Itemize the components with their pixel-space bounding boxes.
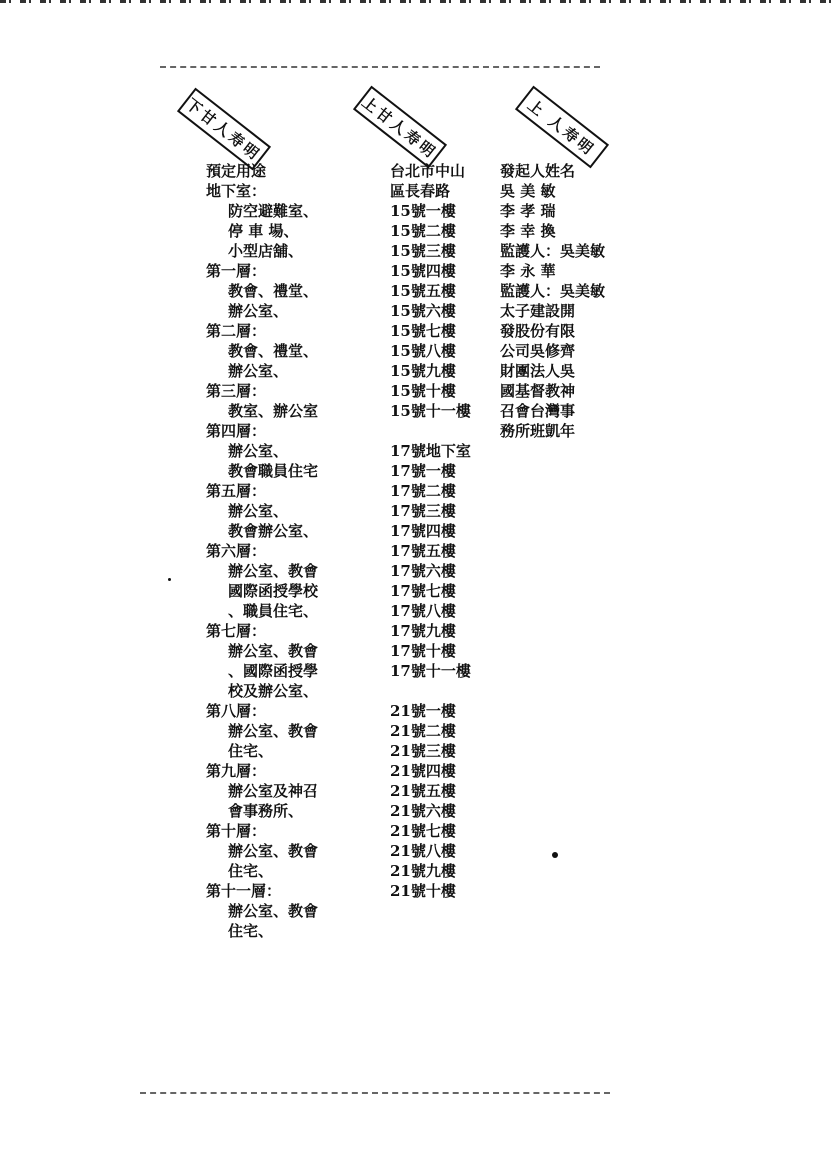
sponsor-item: 監護人：吳美敏 bbox=[500, 242, 606, 260]
floor-heading: 預定用途 bbox=[206, 162, 267, 180]
usage-item: 住宅、 bbox=[228, 862, 274, 880]
address-item: 17號一樓 bbox=[390, 462, 456, 480]
floor-heading: 第六層： bbox=[206, 542, 267, 560]
usage-item: 辦公室、 bbox=[228, 302, 289, 320]
address-item: 15號十一樓 bbox=[390, 402, 471, 420]
address-item: 21號九樓 bbox=[390, 862, 456, 880]
address-item: 台北市中山 bbox=[390, 162, 466, 180]
address-gap bbox=[390, 681, 490, 701]
floor-heading: 地下室： bbox=[206, 182, 267, 200]
address-item: 17號四樓 bbox=[390, 522, 456, 540]
address-item: 15號八樓 bbox=[390, 342, 456, 360]
stamp-3: 上 人寿明 bbox=[515, 86, 609, 169]
stamp-2: 上甘人寿明 bbox=[353, 86, 447, 169]
address-item: 21號三樓 bbox=[390, 742, 456, 760]
floor-heading: 第四層： bbox=[206, 422, 267, 440]
address-item: 17號五樓 bbox=[390, 542, 456, 560]
usage-item: 辦公室、教會 bbox=[228, 842, 319, 860]
address-item: 17號八樓 bbox=[390, 602, 456, 620]
ink-speck bbox=[552, 852, 558, 858]
address-item: 21號二樓 bbox=[390, 722, 456, 740]
address-item: 17號六樓 bbox=[390, 562, 456, 580]
floor-heading: 第八層： bbox=[206, 702, 267, 720]
address-item: 21號六樓 bbox=[390, 802, 456, 820]
usage-item: 校及辦公室、 bbox=[228, 682, 319, 700]
sponsor-item: 公司吳修齊 bbox=[500, 342, 576, 360]
usage-item: 辦公室、教會 bbox=[228, 562, 319, 580]
usage-item: 、國際函授學 bbox=[228, 662, 319, 680]
usage-item: 防空避難室、 bbox=[228, 202, 319, 220]
usage-item: 教會辦公室、 bbox=[228, 522, 319, 540]
sponsor-item: 召會台灣事 bbox=[500, 402, 576, 420]
sponsor-item: 國基督教神 bbox=[500, 382, 576, 400]
top-rule bbox=[160, 66, 600, 68]
floor-heading: 第一層： bbox=[206, 262, 267, 280]
sponsor-item: 發起人姓名 bbox=[500, 162, 576, 180]
sponsor-item: 李 孝 瑞 bbox=[500, 202, 556, 220]
floor-heading: 第十層： bbox=[206, 822, 267, 840]
sponsor-item: 發股份有限 bbox=[500, 322, 576, 340]
usage-item: 教會、禮堂、 bbox=[228, 342, 319, 360]
address-item: 21號五樓 bbox=[390, 782, 456, 800]
usage-item: 國際函授學校 bbox=[228, 582, 319, 600]
sponsor-column bbox=[500, 161, 630, 441]
address-item: 15號九樓 bbox=[390, 362, 456, 380]
address-item: 17號九樓 bbox=[390, 622, 456, 640]
address-gap bbox=[390, 421, 490, 441]
usage-item: 教會、禮堂、 bbox=[228, 282, 319, 300]
usage-column bbox=[200, 161, 350, 941]
bottom-rule bbox=[140, 1092, 610, 1094]
address-item: 21號十樓 bbox=[390, 882, 456, 900]
floor-heading: 第三層： bbox=[206, 382, 267, 400]
address-item: 17號地下室 bbox=[390, 442, 471, 460]
floor-heading: 第二層： bbox=[206, 322, 267, 340]
usage-item: 辦公室、 bbox=[228, 442, 289, 460]
usage-item: 辦公室、 bbox=[228, 502, 289, 520]
address-item: 15號十樓 bbox=[390, 382, 456, 400]
usage-item: 住宅、 bbox=[228, 742, 274, 760]
floor-heading: 第九層： bbox=[206, 762, 267, 780]
sponsor-item: 務所班凱年 bbox=[500, 422, 576, 440]
sponsor-item: 李 幸 換 bbox=[500, 222, 556, 240]
address-item: 17號十樓 bbox=[390, 642, 456, 660]
usage-item: 、職員住宅、 bbox=[228, 602, 319, 620]
usage-item: 住宅、 bbox=[228, 922, 274, 940]
address-item: 15號三樓 bbox=[390, 242, 456, 260]
usage-item: 小型店舖、 bbox=[228, 242, 304, 260]
address-item: 17號三樓 bbox=[390, 502, 456, 520]
floor-heading: 第七層： bbox=[206, 622, 267, 640]
usage-item: 停 車 場、 bbox=[228, 222, 299, 240]
address-item: 15號五樓 bbox=[390, 282, 456, 300]
usage-item: 辦公室、 bbox=[228, 362, 289, 380]
address-item: 21號七樓 bbox=[390, 822, 456, 840]
address-item: 21號四樓 bbox=[390, 762, 456, 780]
sponsor-item: 太子建設開 bbox=[500, 302, 576, 320]
sponsor-item: 財團法人吳 bbox=[500, 362, 576, 380]
address-item: 15號七樓 bbox=[390, 322, 456, 340]
sponsor-item: 李 永 華 bbox=[500, 262, 556, 280]
usage-item: 辦公室、教會 bbox=[228, 722, 319, 740]
address-item: 21號一樓 bbox=[390, 702, 456, 720]
address-item: 15號六樓 bbox=[390, 302, 456, 320]
top-scan-noise bbox=[0, 0, 832, 3]
address-item: 17號二樓 bbox=[390, 482, 456, 500]
usage-item: 辦公室、教會 bbox=[228, 642, 319, 660]
address-item: 區長春路 bbox=[390, 182, 451, 200]
address-item: 15號一樓 bbox=[390, 202, 456, 220]
floor-heading: 第十一層： bbox=[206, 882, 282, 900]
address-column bbox=[390, 161, 490, 901]
usage-item: 教室、辦公室 bbox=[228, 402, 319, 420]
ink-speck bbox=[168, 578, 171, 581]
address-item: 21號八樓 bbox=[390, 842, 456, 860]
usage-item: 辦公室及神召 bbox=[228, 782, 319, 800]
address-item: 15號二樓 bbox=[390, 222, 456, 240]
address-item: 17號七樓 bbox=[390, 582, 456, 600]
stamp-1: 下甘人寿明 bbox=[177, 88, 271, 171]
address-item: 15號四樓 bbox=[390, 262, 456, 280]
usage-item: 教會職員住宅 bbox=[228, 462, 319, 480]
sponsor-item: 吳 美 敏 bbox=[500, 182, 556, 200]
usage-item: 會事務所、 bbox=[228, 802, 304, 820]
floor-heading: 第五層： bbox=[206, 482, 267, 500]
usage-item: 辦公室、教會 bbox=[228, 902, 319, 920]
address-item: 17號十一樓 bbox=[390, 662, 471, 680]
sponsor-item: 監護人：吳美敏 bbox=[500, 282, 606, 300]
